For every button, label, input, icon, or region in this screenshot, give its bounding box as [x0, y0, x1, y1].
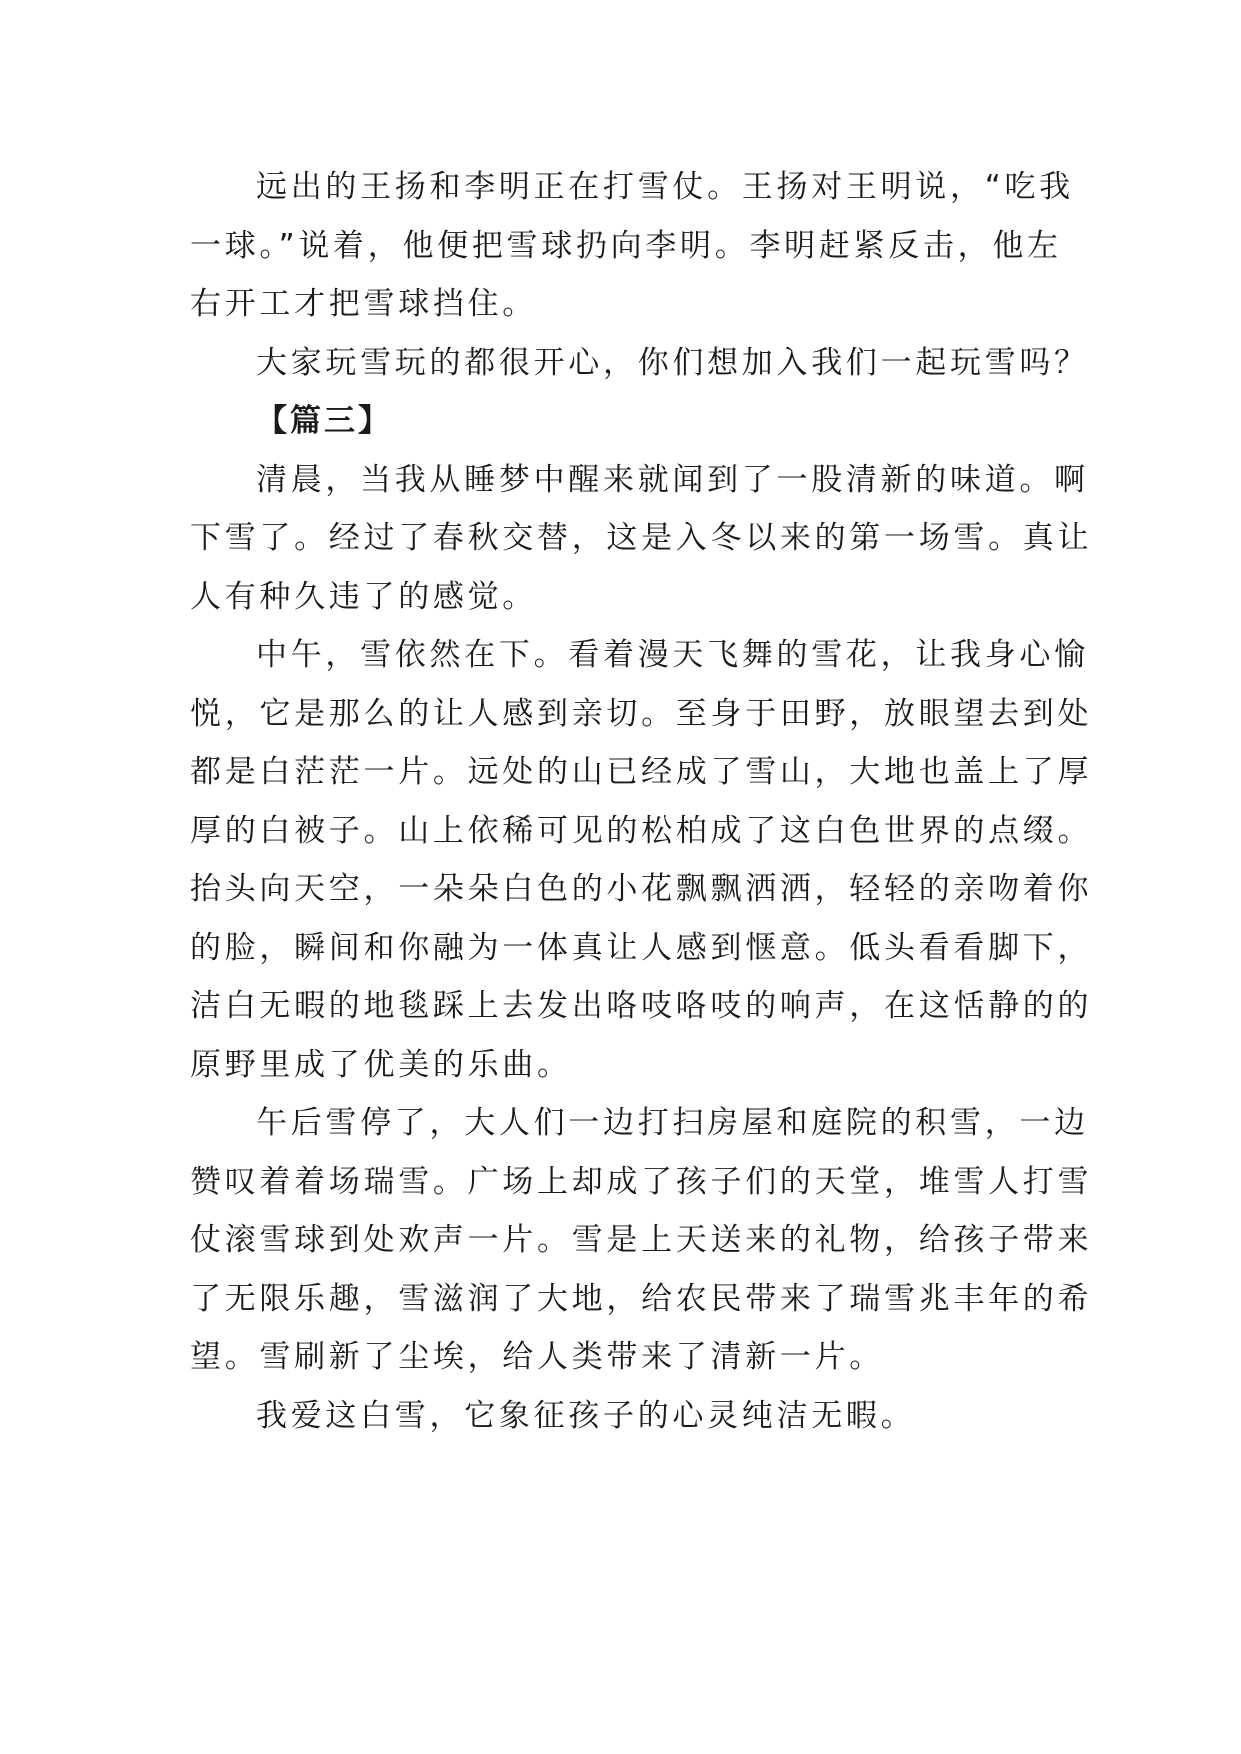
- paragraph-line: 都是白茫茫一片。远处的山已经成了雪山，大地也盖上了厚: [190, 754, 1093, 790]
- paragraph-line: 中午，雪依然在下。看着漫天飞舞的雪花，让我身心愉: [256, 637, 1089, 673]
- paragraph-line: 下雪了。经过了春秋交替，这是入冬以来的第一场雪。真让: [190, 520, 1093, 556]
- paragraph-line: 洁白无暇的地毯踩上去发出咯吱咯吱的响声，在这恬静的的: [190, 988, 1093, 1024]
- document-body: [190, 158, 1093, 1445]
- paragraph-line: 清晨，当我从睡梦中醒来就闻到了一股清新的味道。啊: [256, 461, 1089, 498]
- paragraph-line: 仗滚雪球到处欢声一片。雪是上天送来的礼物，给孩子带来: [190, 1222, 1093, 1258]
- paragraph-line: 厚的白被子。山上依稀可见的松柏成了这白色世界的点缀。: [190, 812, 1093, 849]
- paragraph-line: 右开工才把雪球挡住。: [190, 286, 537, 322]
- paragraph-line: 午后雪停了，大人们一边打扫房屋和庭院的积雪，一边: [256, 1105, 1089, 1141]
- paragraph-line: 的脸，瞬间和你融为一体真让人感到惬意。低头看看脚下，: [190, 929, 1093, 966]
- paragraph-line: 远出的王扬和李明正在打雪仗。王扬对王明说，“吃我: [256, 169, 1074, 205]
- section-heading: 【篇三】: [256, 403, 392, 439]
- paragraph-line: 人有种久违了的感觉。: [190, 578, 537, 615]
- paragraph-line: 抬头向天空，一朵朵白色的小花飘飘洒洒，轻轻的亲吻着你: [190, 871, 1093, 907]
- paragraph-line: 了无限乐趣，雪滋润了大地，给农民带来了瑞雪兆丰年的希: [190, 1280, 1093, 1317]
- paragraph-line: 我爱这白雪，它象征孩子的心灵纯洁无暇。: [256, 1397, 916, 1434]
- paragraph-line: 原野里成了优美的乐曲。: [190, 1046, 572, 1083]
- paragraph-line: 赞叹着着场瑞雪。广场上却成了孩子们的天堂，堆雪人打雪: [190, 1163, 1093, 1200]
- paragraph-line: 望。雪刷新了尘埃，给人类带来了清新一片。: [190, 1339, 884, 1375]
- paragraph-line: 一球。”说着，他便把雪球扔向李明。李明赶紧反击，他左: [190, 227, 1062, 264]
- paragraph-line: 大家玩雪玩的都很开心，你们想加入我们一起玩雪吗？: [256, 344, 1089, 381]
- paragraph-line: 悦，它是那么的让人感到亲切。至身于田野，放眼望去到处: [190, 695, 1093, 732]
